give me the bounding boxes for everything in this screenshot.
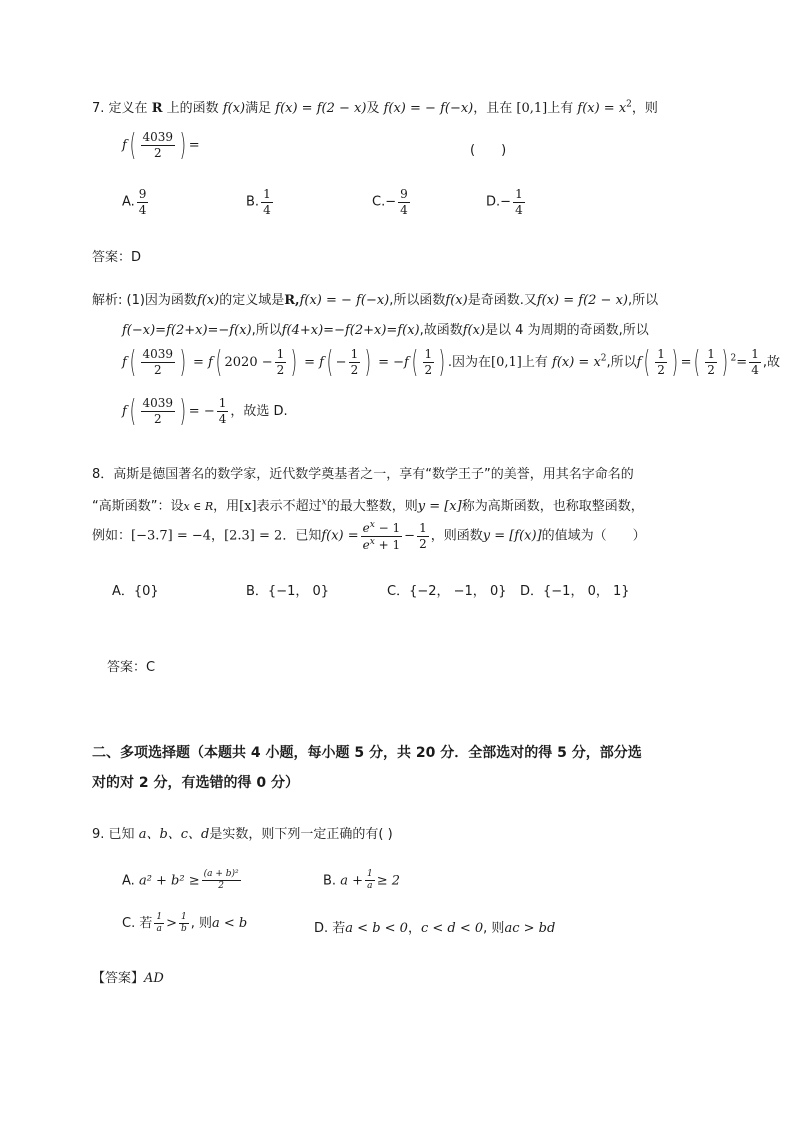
q7-option-a: A. $\frac{9}{4}$ bbox=[122, 187, 147, 217]
q7-stem: 7. 定义在 R 上的函数 f(x)满足 f(x) = f(2 − x)及 f(x) = − f(−x)，且在 [0,1]上有 $f(x) = x^2$，则 bbox=[92, 99, 658, 116]
q7-option-d: D.− $\frac{1}{4}$ bbox=[486, 187, 523, 217]
q7-solution-line-2: f(−x)=f(2+x)=−f(x),所以f(4+x)=−f(2+x)=f(x),故函数f(x)是以 4 为周期的奇函数,所以 bbox=[122, 323, 649, 338]
section-2-heading-line-2: 对的对 2 分，有选错的得 0 分） bbox=[92, 775, 299, 791]
q7-solution-line-3: f( $\frac{4039}{2}$ ) = f( 2020 − $\frac{1}{2}$ ) = f( − $\frac{1}{2}$ ) = −f( $\frac{1}{2}$ ) .因为在[0,1]上有 $f(x) = x^2$,所以f( $\frac{1}{2}$ ) =( $\frac{1}{2}$ ) $^2$= $\frac{1}{4}$ ,故 bbox=[122, 345, 780, 380]
q7-answer: 答案：D bbox=[92, 250, 142, 265]
q7-option-b: B. $\frac{1}{4}$ bbox=[246, 187, 271, 217]
q7-solution-line-4: f( $\frac{4039}{2}$ ) = − $\frac{1}{4}$ ，故选 D. bbox=[122, 394, 288, 429]
q8-answer: 答案：C bbox=[107, 660, 156, 675]
q8-line-3: 例如：[−3.7] = −4，[2.3] = 2．已知f(x) = $\frac{e^x - 1}{e^x + 1}$ − $\frac{1}{2}$ ，则函数y = [f(x)]的值域为（ ） bbox=[92, 520, 646, 552]
q7-target-expression: f( $\frac{4039}{2}$ ) = bbox=[122, 128, 200, 163]
q9-option-a: A. a² + b² ≥ $\frac{\text{(a + b)²}}{2}$ bbox=[122, 869, 239, 892]
q8-option-c: C．{−2， −1， 0} bbox=[387, 584, 507, 599]
q8-line-1: 8．高斯是德国著名的数学家，近代数学奠基者之一，享有“数学王子”的美誉，用其名字命名的 bbox=[92, 467, 634, 482]
q9-stem: 9. 已知 a、b、c、d是实数，则下列一定正确的有( ) bbox=[92, 827, 393, 842]
q9-answer: 【答案】AD bbox=[92, 971, 164, 986]
q8-option-b: B．{−1， 0} bbox=[246, 584, 330, 599]
q9-option-b: B. a + $\frac{1}{a}$ ≥ 2 bbox=[323, 869, 401, 892]
section-2-heading-line-1: 二、多项选择题（本题共 4 小题，每小题 5 分，共 20 分．全部选对的得 5 分，部分选 bbox=[92, 745, 642, 761]
q9-option-d: D. 若a < b < 0，c < d < 0, 则ac > bd bbox=[314, 921, 556, 936]
q7-solution-line-1: 解析: (1)因为函数f(x)的定义域是R,f(x) = − f(−x),所以函数f(x)是奇函数.又f(x) = f(2 − x),所以 bbox=[92, 293, 659, 308]
q8-line-2: “高斯函数”：设x ∈ R，用[x]表示不超过$^x$的最大整数，则y = [x]称为高斯函数，也称取整函数， bbox=[92, 497, 644, 514]
q7-option-c: C.− $\frac{9}{4}$ bbox=[372, 187, 408, 217]
q9-option-c: C. 若 $\frac{1}{a}$ > $\frac{1}{b}$ , 则a < b bbox=[122, 911, 248, 934]
q7-answer-paren: ( ) bbox=[470, 143, 507, 158]
q8-option-a: A．{0} bbox=[112, 584, 159, 599]
q8-option-d: D．{−1， 0， 1} bbox=[520, 584, 630, 599]
